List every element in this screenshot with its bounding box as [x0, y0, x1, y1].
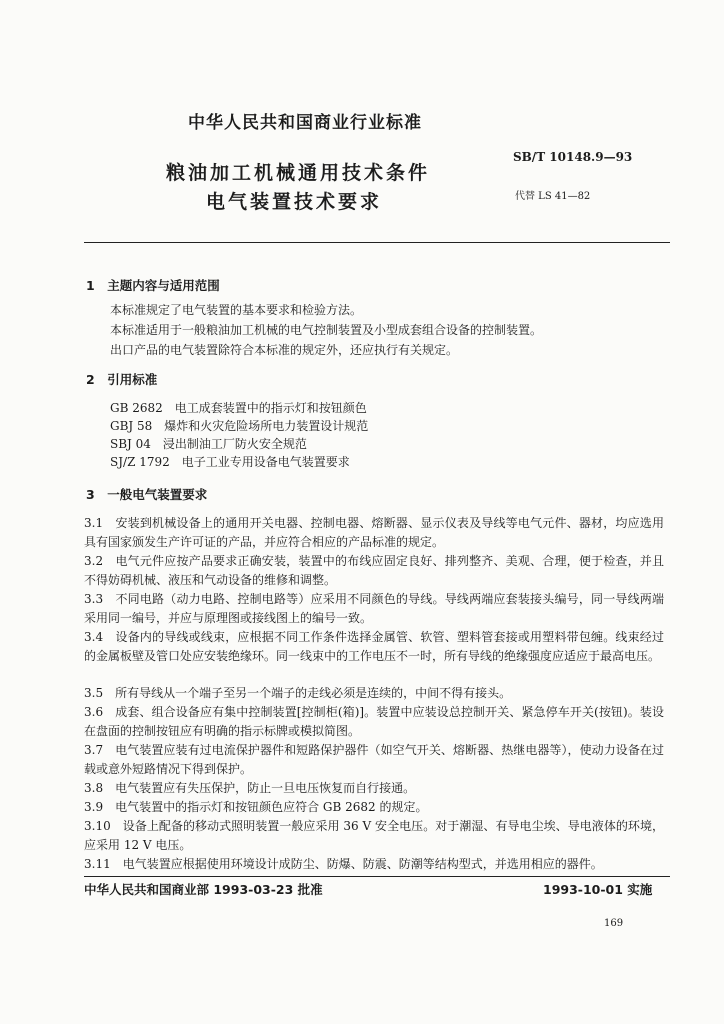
clause-3-3: 3.3 不同电路（动力电路、控制电路等）应采用不同颜色的导线。导线两端应套装接头编号，同一导线两端采用同一编号，并应与原理图或接线图上的编号一致。 — [84, 592, 664, 625]
document-title-line2: 电气装置技术要求 — [206, 191, 383, 213]
section-1-line: 本标准规定了电气装置的基本要求和检验方法。 — [110, 303, 363, 317]
reference-item: GB 2682 电工成套装置中的指示灯和按钮颜色 — [110, 401, 367, 415]
document-title-line1: 粮油加工机械通用技术条件 — [166, 162, 431, 184]
clause-3-6: 3.6 成套、组合设备应有集中控制装置[控制柜(箱)]。装置中应装设总控制开关、紧急停车开关(按钮)。装设在盘面的控制按钮应有明确的指示标牌或模拟简图。 — [84, 705, 664, 738]
issuing-body-title: 中华人民共和国商业行业标准 — [188, 113, 422, 133]
replaces-standard: 代替 LS 41—82 — [515, 191, 591, 202]
reference-item: SBJ 04 浸出制油工厂防火安全规范 — [110, 437, 307, 451]
clause-3-4: 3.4 设备内的导线或线束，应根据不同工作条件选择金属管、软管、塑料管套接或用塑料带包缠。线束经过的金属板壁及管口处应安装绝缘环。同一线束中的工作电压不一时，所有导线的绝缘强度应适应于最高电压。 — [84, 630, 664, 663]
clause-3-7: 3.7 电气装置应装有过电流保护器件和短路保护器件（如空气开关、熔断器、热继电器等），使动力设备在过载或意外短路情况下得到保护。 — [84, 743, 664, 776]
clause-3-9: 3.9 电气装置中的指示灯和按钮颜色应符合 GB 2682 的规定。 — [84, 800, 428, 814]
section-1-line: 出口产品的电气装置除符合本标准的规定外，还应执行有关规定。 — [110, 343, 459, 357]
clause-3-8: 3.8 电气装置应有失压保护，防止一旦电压恢复而自行接通。 — [84, 781, 416, 795]
reference-item: SJ/Z 1792 电子工业专用设备电气装置要求 — [110, 455, 350, 469]
reference-item: GBJ 58 爆炸和火灾危险场所电力装置设计规范 — [110, 419, 369, 433]
section-3-heading: 3 一般电气装置要求 — [86, 487, 208, 502]
implementation-date: 1993-10-01 实施 — [543, 882, 653, 897]
clause-3-11: 3.11 电气装置应根据使用环境设计成防尘、防爆、防震、防潮等结构型式，并选用相应的器件。 — [84, 857, 603, 871]
approval-date: 中华人民共和国商业部 1993-03-23 批准 — [84, 882, 323, 897]
clause-3-1: 3.1 安装到机械设备上的通用开关电器、控制电器、熔断器、显示仪表及导线等电气元件、器材，均应选用具有国家颁发生产许可证的产品，并应符合相应的产品标准的规定。 — [84, 516, 664, 549]
page-number: 169 — [604, 918, 624, 929]
section-1-line: 本标准适用于一般粮油加工机械的电气控制装置及小型成套组合设备的控制装置。 — [110, 323, 543, 337]
header-rule — [84, 242, 670, 243]
clause-3-5: 3.5 所有导线从一个端子至另一个端子的走线必须是连续的，中间不得有接头。 — [84, 686, 512, 700]
clause-3-10: 3.10 设备上配备的移动式照明装置一般应采用 36 V 安全电压。对于潮湿、有导电尘埃、导电液体的环境，应采用 12 V 电压。 — [84, 819, 664, 852]
section-2-heading: 2 引用标准 — [86, 372, 158, 387]
section-1-heading: 1 主题内容与适用范围 — [86, 278, 220, 293]
footer-rule — [84, 876, 670, 877]
standard-number: SB/T 10148.9—93 — [513, 150, 633, 164]
clause-3-2: 3.2 电气元件应按产品要求正确安装，装置中的布线应固定良好、排列整齐、美观、合理，便于检查，并且不得妨碍机械、液压和气动设备的维修和调整。 — [84, 554, 664, 587]
